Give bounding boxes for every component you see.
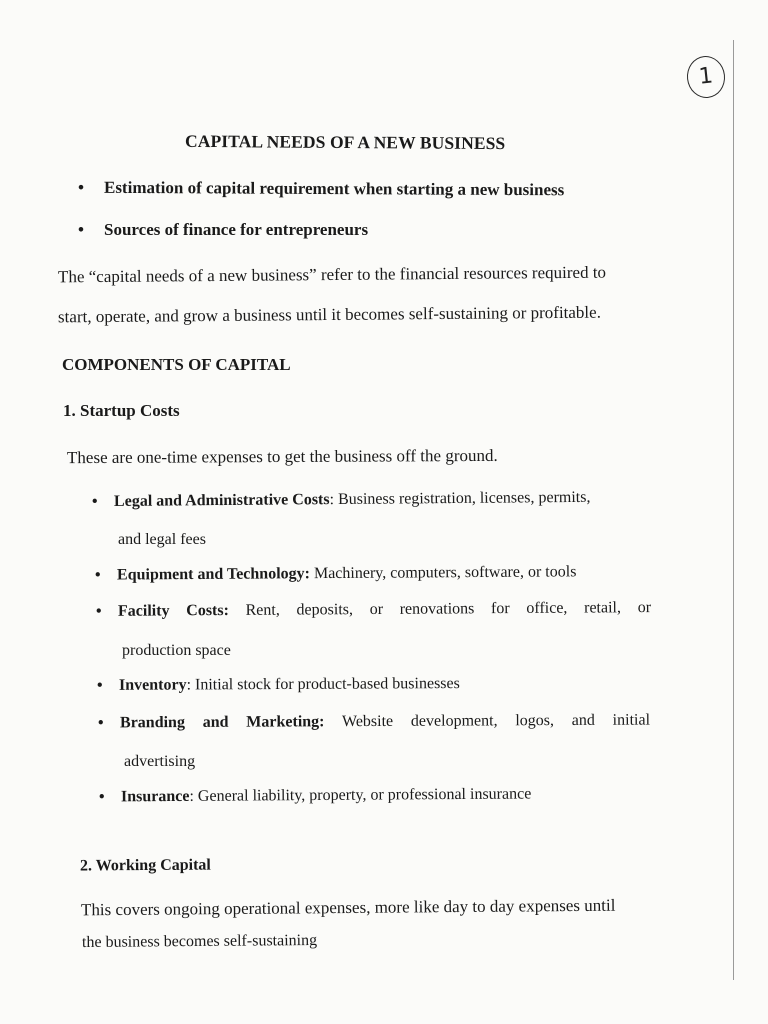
startup-item [98, 712, 650, 733]
item-continuation: and legal fees [118, 531, 206, 548]
item-term: Facility Costs: [117, 602, 229, 620]
item-description: Rent, deposits, or renovations for office, retail, or [228, 599, 652, 620]
bullet-marker: • [98, 788, 105, 806]
working-capital-line-1: This covers ongoing operational expenses, more like day to day expenses until [80, 895, 616, 920]
objective-bullet [78, 178, 564, 201]
bullet-marker: • [95, 602, 102, 620]
item-term: Branding and Marketing: [119, 713, 325, 732]
bullet-marker: • [91, 493, 98, 511]
item-term-separator: : [186, 676, 192, 694]
bullet-marker: • [96, 676, 103, 694]
item-description: Machinery, computers, software, or tools [309, 563, 577, 583]
working-capital-heading: 2. Working Capital [79, 856, 211, 875]
startup-costs-heading: 1. Startup Costs [63, 401, 180, 420]
intro-line-2: start, operate, and grow a business until it becomes self-sustaining or profitable. [57, 302, 601, 327]
startup-item [92, 489, 591, 511]
page-number: 1 [685, 54, 727, 100]
item-term: Equipment and Technology: [116, 565, 311, 584]
bullet-marker: • [94, 566, 101, 584]
objective-text: Estimation of capital requirement when starting a new business [103, 177, 565, 200]
document-title: CAPITAL NEEDS OF A NEW BUSINESS [184, 130, 506, 154]
objective-text: Sources of finance for entrepreneurs [104, 220, 369, 239]
startup-description: These are one-time expenses to get the business off the ground. [66, 445, 498, 468]
bullet-marker: • [78, 220, 84, 239]
item-description: Website development, logos, and initial [324, 711, 651, 731]
item-description: General liability, property, or professional insurance [193, 785, 532, 805]
item-term: Legal and Administrative Costs [113, 491, 330, 510]
startup-item [96, 599, 651, 621]
item-continuation: advertising [124, 753, 196, 770]
item-term: Inventory [118, 676, 187, 694]
item-term: Insurance [120, 787, 190, 806]
intro-line-1: The “capital needs of a new business” refer to the financial resources required to [57, 262, 607, 287]
startup-item [97, 675, 460, 695]
startup-item [99, 785, 531, 806]
item-description: Initial stock for product-based businesses [190, 675, 460, 694]
page-edge-line [733, 40, 734, 980]
working-capital-line-2: the business becomes self-sustaining [81, 931, 318, 952]
objective-bullet [78, 220, 368, 240]
item-term-separator: : [329, 491, 335, 509]
startup-item [95, 563, 577, 584]
item-continuation: production space [122, 642, 231, 659]
item-term-separator: : [189, 787, 194, 805]
item-description: Business registration, licenses, permits, [333, 488, 591, 509]
bullet-marker: • [97, 714, 104, 732]
bullet-marker: • [77, 177, 85, 197]
components-heading: COMPONENTS OF CAPITAL [62, 355, 291, 374]
